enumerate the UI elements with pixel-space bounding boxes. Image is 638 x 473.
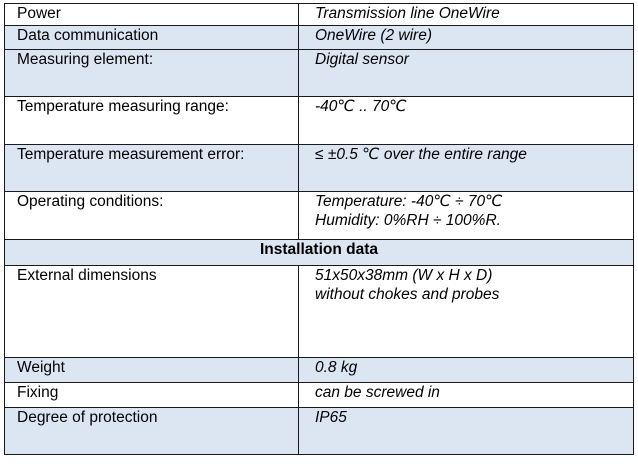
- row-value: [299, 408, 634, 455]
- row-label: Temperature measurement error:: [5, 145, 299, 192]
- row-value: [299, 383, 634, 408]
- row-label: Temperature measuring range:: [5, 97, 299, 145]
- value-line: without chokes and probes: [315, 286, 500, 303]
- row-label: Measuring element:: [5, 50, 299, 97]
- table-row-temperature-range: [5, 97, 634, 145]
- value-line: Humidity: 0%RH ÷ 100%R.: [315, 212, 501, 229]
- row-value: [299, 145, 634, 192]
- table-row-degree-of-protection: [5, 408, 634, 455]
- table-row-power: [5, 4, 634, 26]
- value-line: ≤ ±0.5 ℃ over the entire range: [315, 146, 527, 163]
- row-label: Operating conditions:: [5, 192, 299, 240]
- row-value: [299, 266, 634, 358]
- row-value: [299, 50, 634, 97]
- row-value: [299, 192, 634, 240]
- value-line: Transmission line OneWire: [315, 5, 500, 22]
- row-label: Data communication: [5, 26, 299, 50]
- value-line: IP65: [315, 409, 347, 426]
- row-value: [299, 4, 634, 26]
- row-label: Power: [5, 4, 299, 26]
- row-value: [299, 97, 634, 145]
- row-label: Weight: [5, 358, 299, 383]
- table-row-fixing: [5, 383, 634, 408]
- value-line: 51x50x38mm (W x H x D): [315, 267, 493, 284]
- table-row-external-dimensions: [5, 266, 634, 358]
- value-line: -40℃ .. 70℃: [315, 98, 407, 115]
- table-row-data-communication: [5, 26, 634, 50]
- value-line: 0.8 kg: [315, 359, 358, 376]
- row-value: [299, 26, 634, 50]
- value-line: Temperature: -40℃ ÷ 70℃: [315, 193, 503, 210]
- section-title: Installation data: [5, 240, 634, 266]
- table-row-measuring-element: [5, 50, 634, 97]
- value-line: can be screwed in: [315, 384, 440, 401]
- row-label: External dimensions: [5, 266, 299, 358]
- value-line: OneWire (2 wire): [315, 27, 432, 44]
- table-row-weight: [5, 358, 634, 383]
- section-header-row: [5, 240, 634, 266]
- specification-table: [4, 3, 634, 455]
- row-label: Fixing: [5, 383, 299, 408]
- value-line: Digital sensor: [315, 51, 409, 68]
- table-row-measurement-error: [5, 145, 634, 192]
- row-value: [299, 358, 634, 383]
- row-label: Degree of protection: [5, 408, 299, 455]
- table-row-operating-conditions: [5, 192, 634, 240]
